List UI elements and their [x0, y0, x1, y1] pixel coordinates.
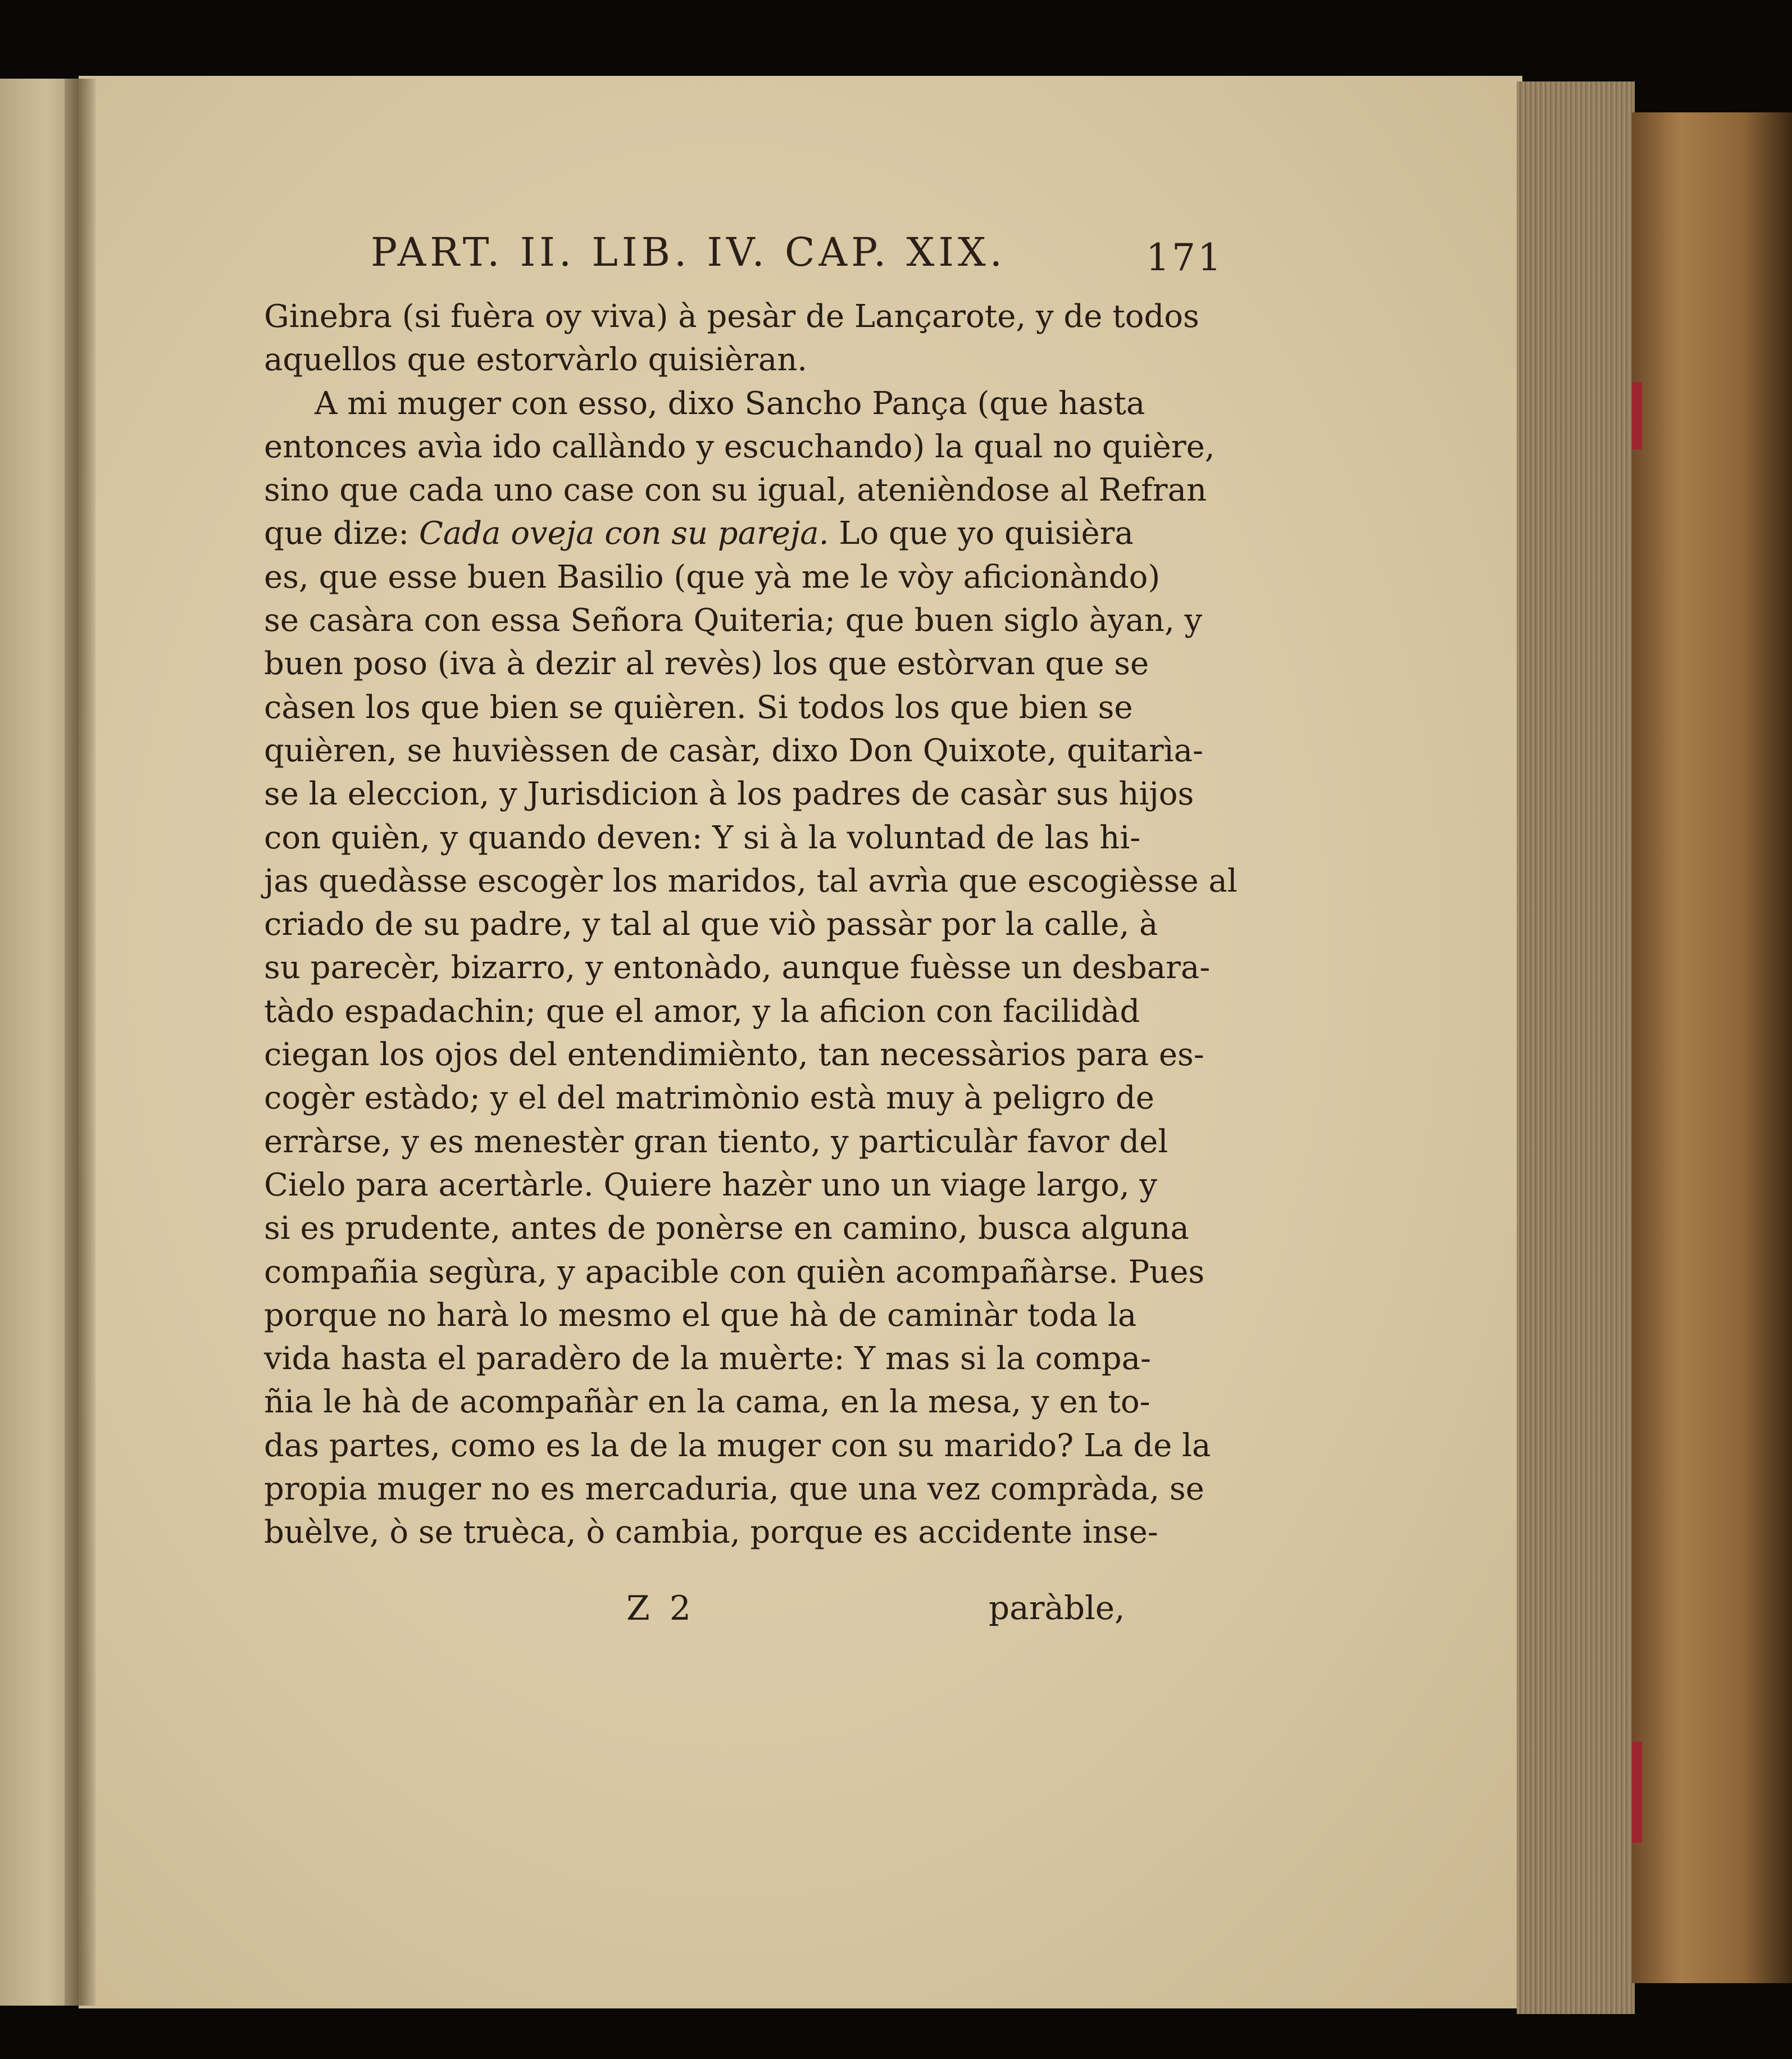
text-line: aquellos que estorvàrlo quisièran.: [264, 342, 808, 379]
gutter-shadow: [65, 79, 95, 2006]
text-line: porque no harà lo mesmo el que hà de caminàr toda la: [264, 1297, 1137, 1334]
body-text: [264, 295, 1238, 1555]
text-line: criado de su padre, y tal al que viò passàr por la calle, à: [264, 906, 1158, 943]
text-line: entonces avìa ido callàndo y escuchando) la qual no quière,: [264, 428, 1215, 465]
signature-mark: Z 2: [626, 1589, 695, 1628]
text-line: sino que cada uno case con su igual, atenièndose al Refran: [264, 472, 1207, 509]
text-line: tàdo espadachin; que el amor, y la aficion con facilidàd: [264, 993, 1140, 1030]
text-line: ciegan los ojos del entendimiènto, tan necessàrios para es-: [264, 1037, 1204, 1074]
text-line: Cielo para acertàrle. Quiere hazèr uno un viage largo, y: [264, 1166, 1158, 1203]
text-line: vida hasta el paradèro de la muèrte: Y mas si la compa-: [264, 1340, 1151, 1378]
text-line: con quièn, y quando deven: Y si à la voluntad de las hi-: [264, 819, 1141, 856]
text-line: ñia le hà de acompañàr en la cama, en la mesa, y en to-: [264, 1384, 1150, 1421]
text-line: das partes, como es la de la muger con su marido? La de la: [264, 1427, 1211, 1464]
text-line: si es prudente, antes de ponèrse en camino, busca alguna: [264, 1210, 1189, 1247]
catchword: paràble,: [989, 1589, 1125, 1627]
text-line: que dize: Cada oveja con su pareja. Lo que yo quisièra: [264, 515, 1134, 552]
text-line: su parecèr, bizarro, y entonàdo, aunque fuèsse un desbara-: [264, 949, 1211, 987]
text-line: càsen los que bien se quièren. Si todos los que bien se: [264, 689, 1133, 726]
text-line: es, que esse buen Basilio (que yà me le vòy aficionàndo): [264, 558, 1161, 596]
text-line: jas quedàsse escogèr los maridos, tal avrìa que escogièsse al: [264, 862, 1238, 899]
cover-red-mark: [1632, 382, 1642, 449]
text-line: erràrse, y es menestèr gran tiento, y particulàr favor del: [264, 1123, 1168, 1160]
running-head: PART. II. LIB. IV. CAP. XIX.: [371, 229, 1007, 275]
text-line: buèlve, ò se truèca, ò cambia, porque es accidente inse-: [264, 1514, 1158, 1551]
text-line: se la eleccion, y Jurisdicion à los padres de casàr sus hijos: [264, 776, 1194, 813]
italic-proverb: Cada oveja con su pareja.: [419, 515, 829, 552]
cover-red-mark: [1632, 1742, 1642, 1843]
page-number: 171: [1146, 236, 1224, 279]
page-block-edges: [1517, 81, 1635, 2014]
text-line: quièren, se huvièssen de casàr, dixo Don Quixote, quitarìa-: [264, 732, 1203, 769]
text-line: A mi muger con esso, dixo Sancho Pança (que hasta: [315, 385, 1145, 422]
book-cover-edge: [1632, 112, 1792, 1983]
text-line: Ginebra (si fuèra oy viva) à pesàr de Lançarote, y de todos: [264, 298, 1199, 335]
text-line: cogèr estàdo; y el del matrimònio està muy à peligro de: [264, 1080, 1154, 1117]
text-line: propia muger no es mercaduria, que una vez compràda, se: [264, 1471, 1204, 1508]
text-line: compañia segùra, y apacible con quièn acompañàrse. Pues: [264, 1253, 1205, 1290]
text-line: se casàra con essa Señora Quiteria; que buen siglo àyan, y: [264, 602, 1203, 639]
text-line: buen poso (iva à dezir al revès) los que estòrvan que se: [264, 646, 1149, 683]
